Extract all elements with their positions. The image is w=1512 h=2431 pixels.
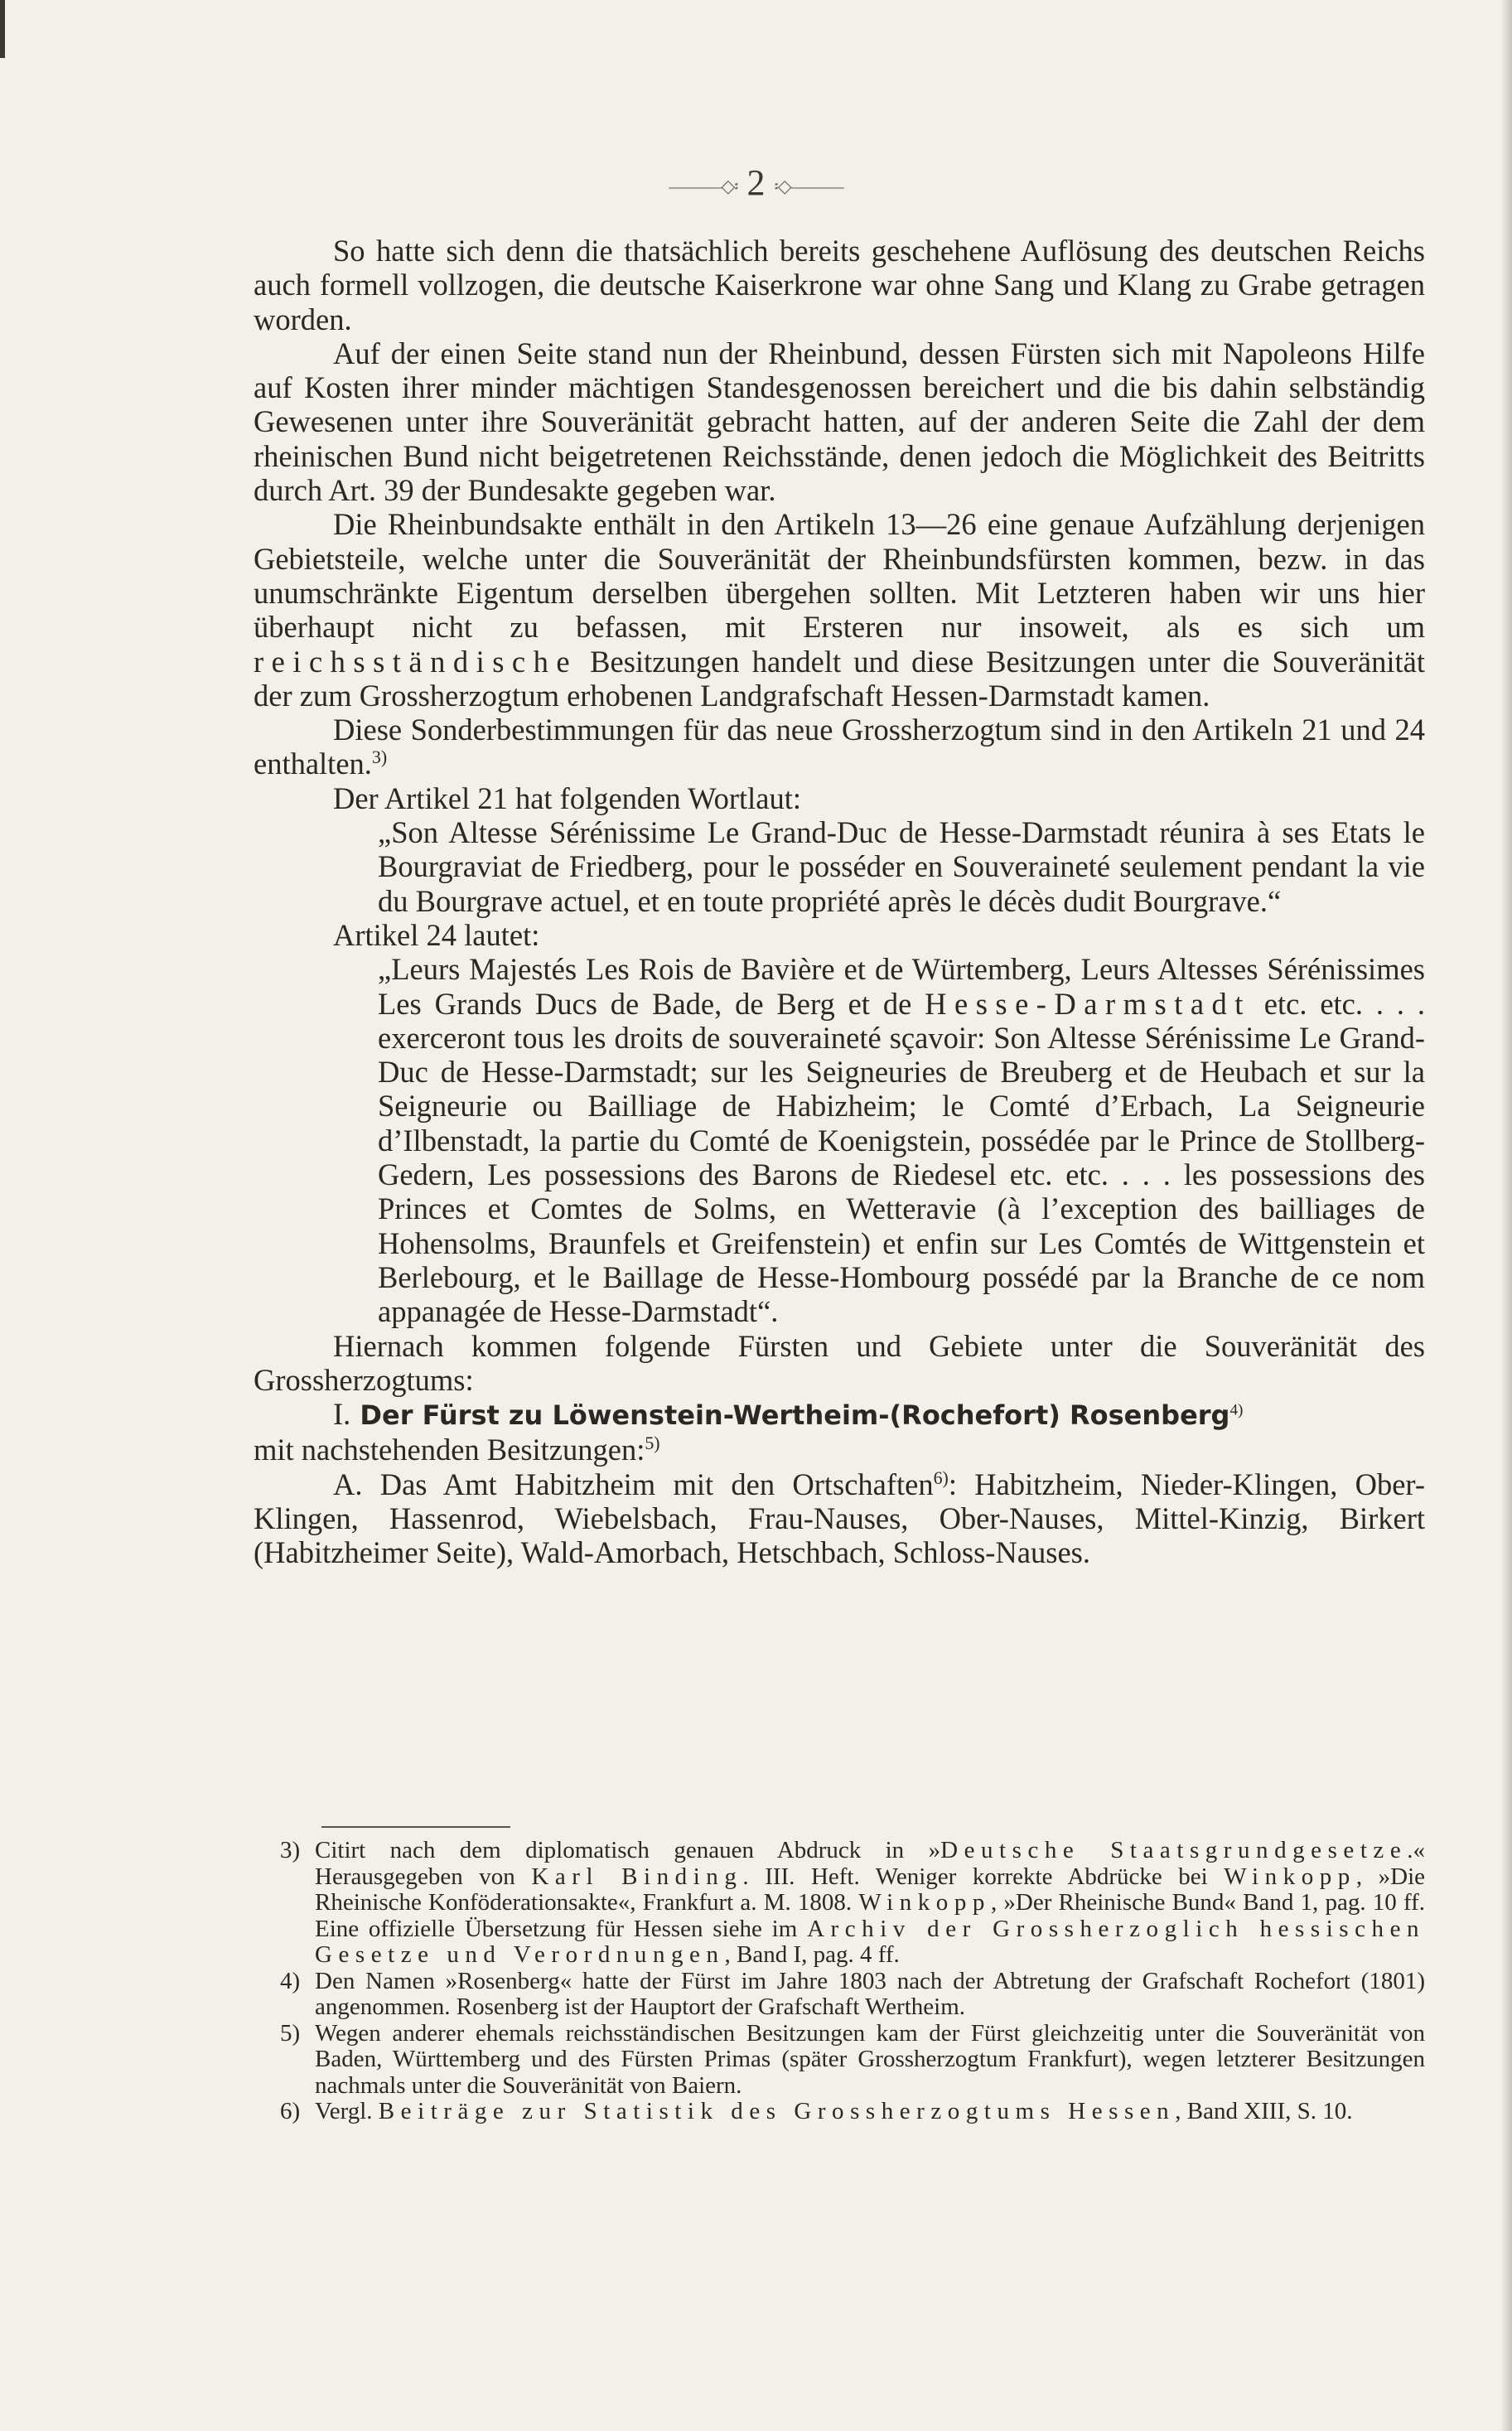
footnote-3: 3) Citirt nach dem diplomatisch genauen Abdruck in »Deutsche Staatsgrundgesetze.« Herausgegeben von Karl Binding. III. Heft. Weniger korrekte Abdrücke bei Winkopp, »Die Rheinische Konföderationsakte«, Frankfurt a. M. 1808. Winkopp, »Der Rheinische Bund« Band 1, pag. 10 ff. Eine offizielle Übersetzung für Hessen siehe im Archiv der Grossherzoglich hessischen Gesetze und Verordnungen, Band I, pag. 4 ff. [280,1837,1426,1968]
paragraph-text: Diese Sonderbestimmungen für das neue Grossherzogtum sind in den Artikeln 21 und 24 enthalten. [254,713,1425,781]
spaced-term: reichsständische [254,644,578,679]
paragraph: Artikel 24 lautet: [333,917,540,952]
paragraph [254,1467,1425,1570]
spaced-term: Winkopp [858,1889,991,1916]
spaced-term: Hesse-Darmstadt [925,986,1251,1021]
paragraph: Auf der einen Seite stand nun der Rheinbund, dessen Fürsten sich mit Napoleons Hilfe auf Kosten ihrer minder mächtigen Standesgenossen bereichert und die bis dahin selbständig Gewesenen unter ihre Souveränität gebracht hatten, auf der anderen Seite die Zahl der dem rheinischen Bund nicht beigetretenen Reichsstände, denen jedoch die Möglichkeit des Beitritts durch Art. 39 der Bundesakte gegeben war. [254,336,1425,508]
spaced-term: Winkopp [1224,1863,1356,1890]
quote-text: etc. etc. . . . exerceront tous les droits de souveraineté sçavoir: Son Altesse Sérénissime Le Grand-Duc de Hesse-Darmstadt; sur les Seigneuries de Breuberg et de Heubach et sur la Seigneurie ou Bailliage de Habizheim; le Comté d’Erbach, La Seigneurie d’Ilbenstadt, la partie du Comté de Koenigstein, possédée par le Prince de Stollberg-Gedern, Les possessions des Barons de Riedesel etc. etc. . . . les possessions des Princes et Comtes de Solms, en Wetteravie (à l’exception des bailliages de Hohensolms, Braunfels et Greifenstein) et enfin sur Les Comtés de Wittgenstein et Berlebourg, et le Baillage de Hesse-Hombourg possédé par la Branche de ce nom appanagée de Hesse-Darmstadt“. [378,986,1426,1329]
footnote-6: 6) Vergl. Beiträge zur Statistik des Grossherzogtums Hessen, Band XIII, S. 10. [280,2098,1353,2124]
main-text [254,234,1425,1570]
spaced-term: Karl Binding [531,1863,743,1890]
footnote-mark: 3) [280,1837,301,1863]
paragraph-text: Besitzungen handelt und diese Besitzungen unter die Souveränität der zum Grossherzogtum erhobenen Landgrafschaft Hessen-Darmstadt kamen. [254,644,1425,713]
paragraph [254,507,1425,713]
footnote-ref: 5) [645,1433,660,1454]
paragraph [254,1433,1425,1467]
footnote-ref: 4) [1229,1401,1244,1419]
footnote-divider [321,1826,510,1828]
paragraph: Der Artikel 21 hat folgenden Wortlaut: [333,781,802,815]
footnote-mark: 4) [280,1967,301,1994]
footnote-mark: 6) [280,2098,301,2124]
footnote-5: 5) Wegen anderer ehemals reichsständischen Besitzungen kam der Fürst gleichzeitig unter die Souveränität von Baden, Württemberg und des Fürsten Primas (später Grossherzogtum Frankfurt), wegen letzterer Besitzungen nachmals unter die Souveränität von Baiern. [280,2019,1425,2099]
page-edge-shadow [1500,0,1512,2431]
paragraph [254,713,1425,781]
page-header [0,162,1512,204]
footnote-ref: 3) [371,747,388,768]
paragraph-text: A. Das Amt Habitzheim mit den Ortschaften [333,1467,934,1501]
paragraph: So hatte sich denn die thatsächlich bereits geschehene Auflösung des deutschen Reichs auch formell vollzogen, die deutsche Kaiserkrone war ohne Sang und Klang zu Grabe getragen worden. [254,234,1425,336]
binding-edge-mark [0,0,5,58]
page-number: 2 [746,162,766,203]
spaced-term: Beiträge zur Statistik des Grossherzogtums Hessen [378,2098,1176,2124]
section-ordinal: I. [333,1397,351,1432]
section-title: Der Fürst zu Löwenstein-Wertheim-(Rochefort) Rosenberg [360,1399,1230,1432]
footnotes [280,1837,1426,2125]
quotation-article-21: „Son Altesse Sérénissime Le Grand-Duc de Hesse-Darmstadt réunira à ses Etats le Bourgraviat de Friedberg, pour le posséder en Souveraineté seulement pendant la vie du Bourgrave actuel, et en toute propriété après le décès dudit Bourgrave.“ [378,815,1425,918]
footnote-mark: 5) [280,2019,301,2047]
paragraph-text: Die Rheinbundsakte enthält in den Artikeln 13—26 eine genaue Aufzählung derjenigen Gebietsteile, welche unter die Souveränität der Rheinbundsfürsten kommen, bezw. in das unumschränkte Eigentum derselben übergehen sollten. Mit Letzteren haben wir uns hier überhaupt nicht zu befassen, mit Ersteren nur insoweit, als es sich um [254,507,1425,645]
paragraph: Hiernach kommen folgende Fürsten und Gebiete unter die Souveränität des Grossherzogtums: [254,1328,1425,1397]
quotation-article-24 [378,952,1425,1328]
footnote-4: 4) Den Namen »Rosenberg« hatte der Fürst im Jahre 1803 nach der Abtretung der Grafschaft Rochefort (1801) angenommen. Rosenberg ist der Hauptort der Grafschaft Wertheim. [280,1967,1425,2020]
spaced-term: Archiv der Grossherzoglich hessischen Gesetze und Verordnungen [315,1915,1426,1968]
spaced-term: Deutsche Staatsgrundgesetze [940,1837,1408,1863]
quote-text: „Leurs Majestés Les Rois de Bavière et de Würtemberg, Leurs Altesses Sérénissimes Les Grands Ducs de Bade, de Berg et de [378,952,1425,1021]
paragraph-text: : Habitzheim, Nieder-Klingen, Ober-Klingen, Hassenrod, Wiebelsbach, Frau-Nauses, Ober-Nauses, Mittel-Kinzig, Birkert (Habitzheimer Seite), Wald-Amorbach, Hetschbach, Schloss-Nauses. [254,1467,1425,1570]
paragraph-text: mit nachstehenden Besitzungen: [254,1433,645,1467]
section-heading [254,1397,1425,1433]
header-ornament-right: ፡◇——— [774,175,843,196]
header-ornament-left: ———◇፡ [669,175,738,196]
footnote-ref: 6) [933,1467,949,1488]
